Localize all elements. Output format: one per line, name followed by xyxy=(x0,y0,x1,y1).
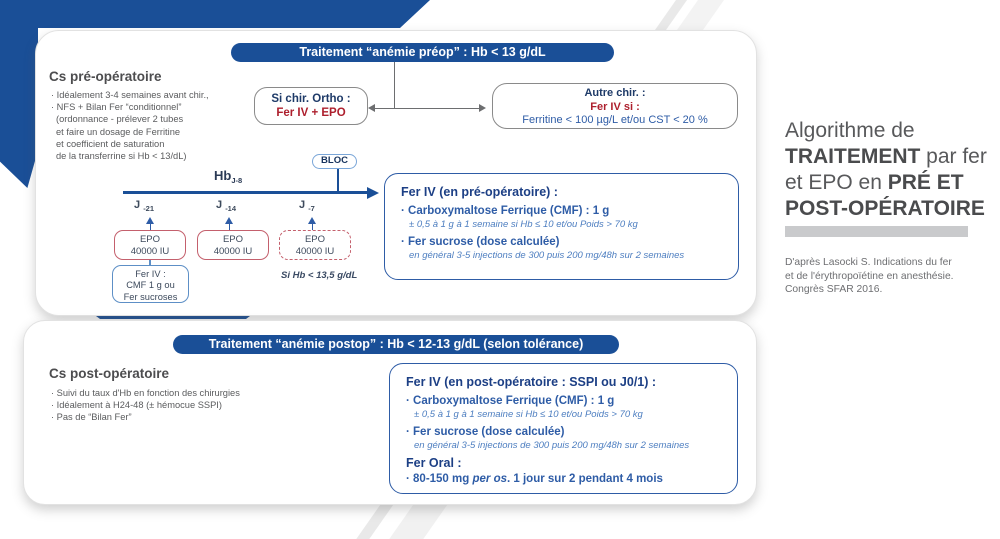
arrowhead-left-icon xyxy=(368,104,375,112)
panel-item-sucrose: · Fer sucrose (dose calculée) xyxy=(401,236,560,248)
up-arrow-stem xyxy=(150,223,152,230)
autre-node-line1: Autre chir. : xyxy=(584,87,646,99)
preop-notes-list xyxy=(51,89,251,162)
panel-item-sucrose: · Fer sucrose (dose calculée) xyxy=(406,426,565,438)
fer-oral-title: Fer Oral : xyxy=(406,456,462,470)
side-panel-title xyxy=(785,118,990,222)
timeline-arrowhead-icon xyxy=(367,187,379,199)
side-title-rest: par fer xyxy=(920,145,987,168)
day-label-j14 xyxy=(216,199,236,213)
side-title-line3 xyxy=(785,170,990,196)
fer-oral-peros: per os xyxy=(472,473,507,485)
source-line: Congrès SFAR 2016. xyxy=(785,284,883,295)
up-arrow-stem xyxy=(312,223,314,230)
epo-box-2 xyxy=(197,230,269,260)
day-j: J xyxy=(216,199,223,211)
fer-oral-suffix: . 1 jour sur 2 pendant 4 mois xyxy=(507,473,663,485)
postop-notes-list xyxy=(51,387,311,424)
postop-card xyxy=(23,320,757,505)
epo-box-3-conditional xyxy=(279,230,351,260)
epo-dose: 40000 IU xyxy=(213,246,253,257)
bloc-stem xyxy=(337,169,339,191)
fer-oral-prefix: · 80-150 mg xyxy=(406,473,473,485)
preop-card xyxy=(35,30,757,316)
panel-item-sucrose-note: en général 3-5 injections de 300 puis 200 mg/48h sur 2 semaines xyxy=(414,440,690,451)
epo-label: EPO xyxy=(304,234,326,245)
feriv-preop-panel xyxy=(384,173,739,280)
up-arrow-stem xyxy=(229,223,231,230)
source-line: D'après Lasocki S. Indications du fer xyxy=(785,257,952,268)
autre-node-line3: Ferritine < 100 µg/L et/ou CST < 20 % xyxy=(522,114,708,126)
note-line: · NFS + Bilan Fer “conditionnel” xyxy=(51,102,182,113)
bloc-node: BLOC xyxy=(312,154,357,169)
panel-item-sucrose-note: en général 3-5 injections de 300 puis 200 mg/48h sur 2 semaines xyxy=(409,250,685,261)
note-line: · Idéalement à H24-48 (± hémocue SSPI) xyxy=(51,400,222,411)
day-label-j7 xyxy=(299,199,315,213)
feriv-postop-panel-title: Fer IV (en post-opératoire : SSPI ou J0/1) : xyxy=(406,375,657,389)
postop-title-banner: Traitement “anémie postop” : Hb < 12-13 g/dL (selon tolérance) xyxy=(173,335,619,354)
panel-item-cmf-note: ± 0,5 à 1 g à 1 semaine si Hb ≤ 10 et/ou Poids > 70 kg xyxy=(414,409,643,420)
connector-stem xyxy=(394,62,395,108)
feriv-line: Fer sucroses xyxy=(123,291,178,302)
fer-oral-item xyxy=(406,472,721,486)
epo-condition-note: Si Hb < 13,5 g/dL xyxy=(281,270,358,281)
hb-timeline-label xyxy=(214,168,242,185)
side-title-bold: POST-OPÉRATOIRE xyxy=(785,197,985,220)
left-blue-flag xyxy=(0,0,38,188)
day-sub: -21 xyxy=(143,204,155,213)
arrowhead-right-icon xyxy=(479,104,486,112)
note-line: de la transferrine si Hb < 13/dL) xyxy=(56,151,187,162)
side-source-citation xyxy=(785,256,995,297)
preop-section-heading: Cs pré-opératoire xyxy=(49,69,162,84)
note-line: · Pas de “Bilan Fer” xyxy=(51,412,132,423)
top-blue-band xyxy=(0,0,430,28)
day-sub: -14 xyxy=(225,204,237,213)
note-line: et coefficient de saturation xyxy=(56,138,165,149)
epo-box-1 xyxy=(114,230,186,260)
side-title-line4 xyxy=(785,196,990,222)
feriv-preop-panel-title: Fer IV (en pré-opératoire) : xyxy=(401,185,558,199)
ortho-surgery-node xyxy=(254,87,368,125)
note-line: et faire un dosage de Ferritine xyxy=(56,126,181,137)
autre-node-line2: Fer IV si : xyxy=(590,100,640,113)
postop-section-heading: Cs post-opératoire xyxy=(49,366,170,381)
side-title-underline-bar xyxy=(785,226,968,237)
panel-item-cmf-note: ± 0,5 à 1 g à 1 semaine si Hb ≤ 10 et/ou Poids > 70 kg xyxy=(409,219,638,230)
side-title-line2 xyxy=(785,144,990,170)
ortho-node-line1: Si chir. Ortho : xyxy=(271,93,351,105)
epo-label: EPO xyxy=(139,234,161,245)
day-j: J xyxy=(134,199,141,211)
timeline-axis xyxy=(123,191,369,194)
feriv-line: CMF 1 g ou xyxy=(126,280,175,290)
preop-title-banner: Traitement “anémie préop” : Hb < 13 g/dL xyxy=(231,43,614,62)
note-line: (ordonnance - prélever 2 tubes xyxy=(56,114,184,125)
side-title-bold: TRAITEMENT xyxy=(785,145,921,168)
side-title-bold: PRÉ ET xyxy=(887,171,964,194)
ortho-node-line2: Fer IV + EPO xyxy=(276,107,346,119)
panel-item-cmf: · Carboxymaltose Ferrique (CMF) : 1 g xyxy=(406,395,615,407)
day-j: J xyxy=(299,199,306,211)
other-surgery-node xyxy=(492,83,738,129)
side-title-line1: Algorithme de xyxy=(785,119,915,142)
connector-bar xyxy=(375,108,479,109)
note-line: · Suivi du taux d'Hb en fonction des chirurgies xyxy=(51,388,240,398)
epo-dose: 40000 IU xyxy=(295,246,335,257)
panel-item-cmf: · Carboxymaltose Ferrique (CMF) : 1 g xyxy=(401,205,610,217)
day-label-j21 xyxy=(134,199,154,213)
feriv-line: Fer IV : xyxy=(135,268,166,279)
source-line: et de l'érythropoïétine en anesthésie. xyxy=(785,270,954,282)
epo-dose: 40000 IU xyxy=(130,246,170,257)
epo-label: EPO xyxy=(222,234,244,245)
side-title-rest: et EPO en xyxy=(785,171,888,194)
hb-label-sub: J-8 xyxy=(231,176,243,185)
day-sub: -7 xyxy=(308,204,315,213)
feriv-postop-panel xyxy=(389,363,738,494)
hb-label-main: Hb xyxy=(214,168,232,183)
note-line: · Idéalement 3-4 semaines avant chir., xyxy=(51,90,209,100)
feriv-small-box xyxy=(112,265,189,303)
